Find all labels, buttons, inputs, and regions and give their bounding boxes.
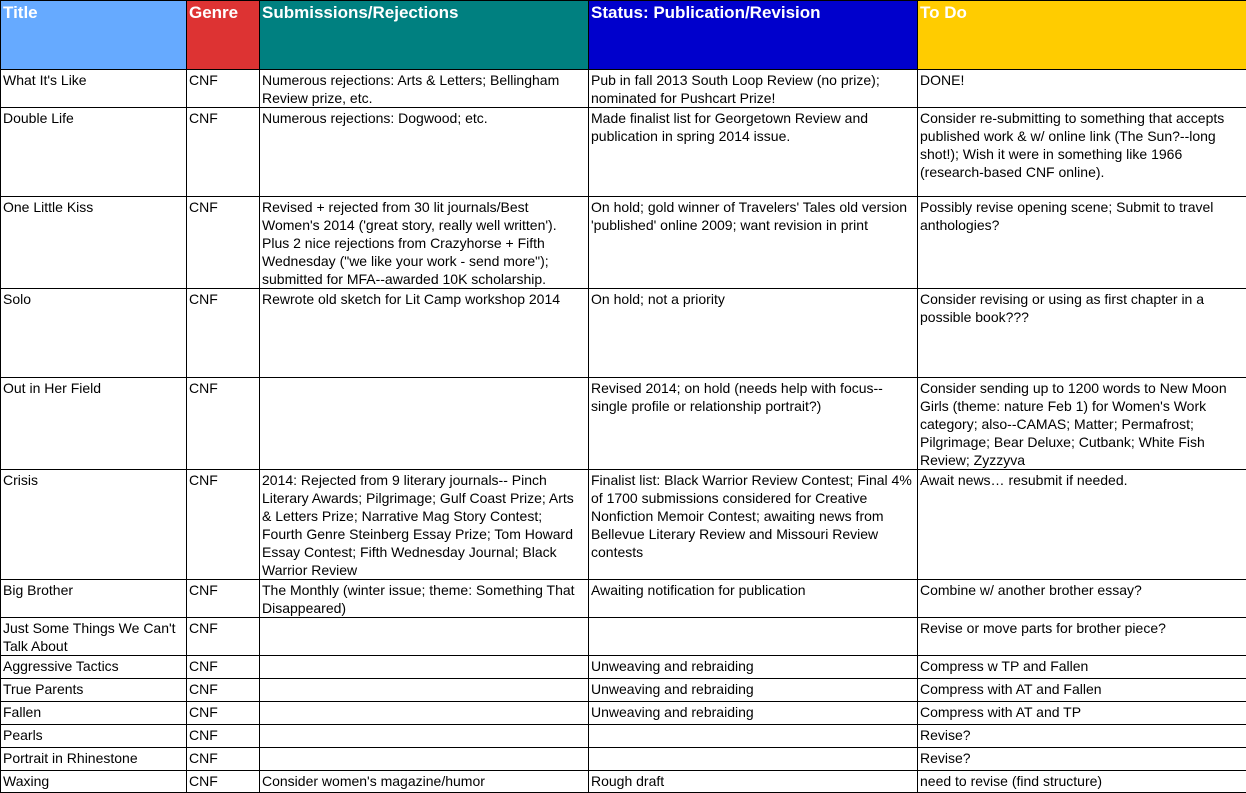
cell-submissions[interactable] bbox=[260, 725, 589, 748]
cell-title[interactable]: True Parents bbox=[1, 679, 187, 702]
cell-genre[interactable]: CNF bbox=[187, 289, 260, 378]
cell-genre[interactable]: CNF bbox=[187, 618, 260, 656]
cell-title[interactable]: Just Some Things We Can't Talk About bbox=[1, 618, 187, 656]
cell-title[interactable]: One Little Kiss bbox=[1, 197, 187, 289]
cell-todo[interactable]: Revise? bbox=[918, 748, 1246, 771]
cell-submissions[interactable] bbox=[260, 378, 589, 470]
cell-todo[interactable]: Await news… resubmit if needed. bbox=[918, 470, 1246, 580]
cell-status[interactable] bbox=[589, 618, 918, 656]
table-row bbox=[1, 289, 1246, 378]
table-row bbox=[1, 656, 1246, 679]
cell-submissions[interactable]: 2014: Rejected from 9 literary journals-- Pinch Literary Awards; Pilgrimage; Gulf Coast Prize; Arts & Letters Prize; Narrative Mag Story Contest; Fourth Genre Steinberg Essay Prize; Tom Howard Essay Contest; Fifth Wednesday Journal; Black Warrior Review bbox=[260, 470, 589, 580]
cell-status[interactable]: Revised 2014; on hold (needs help with focus--single profile or relationship portrait?) bbox=[589, 378, 918, 470]
cell-status[interactable]: Unweaving and rebraiding bbox=[589, 702, 918, 725]
cell-todo[interactable]: Consider revising or using as first chapter in a possible book??? bbox=[918, 289, 1246, 378]
cell-submissions[interactable]: The Monthly (winter issue; theme: Something That Disappeared) bbox=[260, 580, 589, 618]
cell-genre[interactable]: CNF bbox=[187, 725, 260, 748]
cell-todo[interactable]: Revise or move parts for brother piece? bbox=[918, 618, 1246, 656]
header-row bbox=[1, 1, 1246, 70]
cell-genre[interactable]: CNF bbox=[187, 748, 260, 771]
header-title[interactable]: Title bbox=[1, 1, 187, 70]
cell-todo[interactable]: DONE! bbox=[918, 70, 1246, 108]
table-row bbox=[1, 470, 1246, 580]
cell-todo[interactable]: Revise? bbox=[918, 725, 1246, 748]
table-row bbox=[1, 618, 1246, 656]
cell-status[interactable]: Awaiting notification for publication bbox=[589, 580, 918, 618]
cell-todo[interactable]: Compress w TP and Fallen bbox=[918, 656, 1246, 679]
cell-todo[interactable]: Consider sending up to 1200 words to New Moon Girls (theme: nature Feb 1) for Women's Work category; also--CAMAS; Matter; Permafrost; Pilgrimage; Bear Deluxe; Cutbank; White Fish Review; Zyzzyva bbox=[918, 378, 1246, 470]
table-row bbox=[1, 702, 1246, 725]
table-row bbox=[1, 70, 1246, 108]
cell-genre[interactable]: CNF bbox=[187, 70, 260, 108]
cell-todo[interactable]: need to revise (find structure) bbox=[918, 771, 1246, 793]
cell-submissions[interactable]: Numerous rejections: Arts & Letters; Bellingham Review prize, etc. bbox=[260, 70, 589, 108]
cell-genre[interactable]: CNF bbox=[187, 580, 260, 618]
table-row bbox=[1, 725, 1246, 748]
cell-submissions[interactable] bbox=[260, 748, 589, 771]
header-status[interactable]: Status: Publication/Revision bbox=[589, 1, 918, 70]
cell-status[interactable]: Made finalist list for Georgetown Review and publication in spring 2014 issue. bbox=[589, 108, 918, 197]
cell-genre[interactable]: CNF bbox=[187, 378, 260, 470]
cell-title[interactable]: Solo bbox=[1, 289, 187, 378]
cell-title[interactable]: Aggressive Tactics bbox=[1, 656, 187, 679]
cell-submissions[interactable]: Revised + rejected from 30 lit journals/Best Women's 2014 ('great story, really well written'). Plus 2 nice rejections from Crazyhorse + Fifth Wednesday ("we like your work - send more"); submitted for MFA--awarded 10K scholarship. bbox=[260, 197, 589, 289]
cell-status[interactable]: Pub in fall 2013 South Loop Review (no prize); nominated for Pushcart Prize! bbox=[589, 70, 918, 108]
header-submissions[interactable]: Submissions/Rejections bbox=[260, 1, 589, 70]
table-row bbox=[1, 197, 1246, 289]
table-row bbox=[1, 378, 1246, 470]
cell-genre[interactable]: CNF bbox=[187, 197, 260, 289]
cell-todo[interactable]: Consider re-submitting to something that accepts published work & w/ online link (The Sun?--long shot!); Wish it were in something like 1966 (research-based CNF online). bbox=[918, 108, 1246, 197]
cell-title[interactable]: Pearls bbox=[1, 725, 187, 748]
cell-status[interactable]: Rough draft bbox=[589, 771, 918, 793]
table-row bbox=[1, 580, 1246, 618]
cell-status[interactable]: Unweaving and rebraiding bbox=[589, 656, 918, 679]
cell-title[interactable]: What It's Like bbox=[1, 70, 187, 108]
cell-genre[interactable]: CNF bbox=[187, 108, 260, 197]
cell-todo[interactable]: Combine w/ another brother essay? bbox=[918, 580, 1246, 618]
cell-todo[interactable]: Compress with AT and Fallen bbox=[918, 679, 1246, 702]
cell-genre[interactable]: CNF bbox=[187, 679, 260, 702]
cell-submissions[interactable] bbox=[260, 679, 589, 702]
cell-status[interactable]: On hold; gold winner of Travelers' Tales old version 'published' online 2009; want revision in print bbox=[589, 197, 918, 289]
cell-genre[interactable]: CNF bbox=[187, 470, 260, 580]
cell-submissions[interactable]: Rewrote old sketch for Lit Camp workshop 2014 bbox=[260, 289, 589, 378]
table-row bbox=[1, 679, 1246, 702]
table-row bbox=[1, 748, 1246, 771]
header-todo[interactable]: To Do bbox=[918, 1, 1246, 70]
cell-submissions[interactable]: Numerous rejections: Dogwood; etc. bbox=[260, 108, 589, 197]
cell-title[interactable]: Fallen bbox=[1, 702, 187, 725]
cell-status[interactable] bbox=[589, 725, 918, 748]
cell-title[interactable]: Waxing bbox=[1, 771, 187, 793]
header-genre[interactable]: Genre bbox=[187, 1, 260, 70]
cell-status[interactable]: On hold; not a priority bbox=[589, 289, 918, 378]
cell-submissions[interactable]: Consider women's magazine/humor bbox=[260, 771, 589, 793]
cell-status[interactable]: Finalist list: Black Warrior Review Contest; Final 4% of 1700 submissions considered for Creative Nonfiction Memoir Contest; awaiting news from Bellevue Literary Review and Missouri Review contests bbox=[589, 470, 918, 580]
cell-genre[interactable]: CNF bbox=[187, 656, 260, 679]
table-row bbox=[1, 108, 1246, 197]
cell-todo[interactable]: Possibly revise opening scene; Submit to travel anthologies? bbox=[918, 197, 1246, 289]
cell-submissions[interactable] bbox=[260, 656, 589, 679]
cell-title[interactable]: Double Life bbox=[1, 108, 187, 197]
cell-submissions[interactable] bbox=[260, 618, 589, 656]
cell-todo[interactable]: Compress with AT and TP bbox=[918, 702, 1246, 725]
cell-title[interactable]: Crisis bbox=[1, 470, 187, 580]
cell-title[interactable]: Portrait in Rhinestone bbox=[1, 748, 187, 771]
cell-submissions[interactable] bbox=[260, 702, 589, 725]
cell-genre[interactable]: CNF bbox=[187, 702, 260, 725]
cell-title[interactable]: Out in Her Field bbox=[1, 378, 187, 470]
table-row bbox=[1, 771, 1246, 793]
cell-status[interactable]: Unweaving and rebraiding bbox=[589, 679, 918, 702]
cell-title[interactable]: Big Brother bbox=[1, 580, 187, 618]
cell-status[interactable] bbox=[589, 748, 918, 771]
cell-genre[interactable]: CNF bbox=[187, 771, 260, 793]
